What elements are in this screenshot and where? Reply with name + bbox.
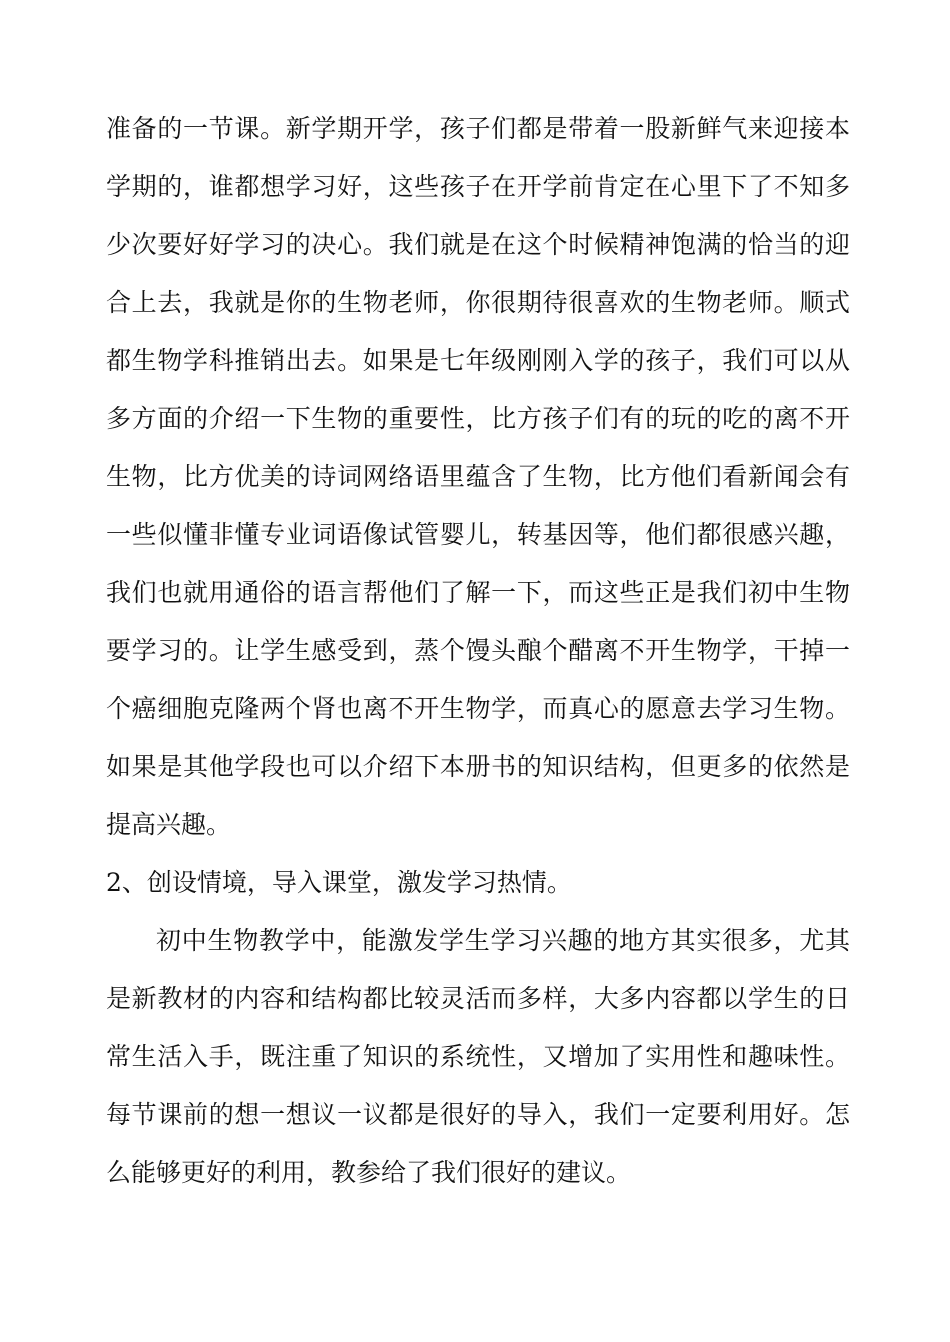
paragraph-2-line: 初中生物教学中，能激发学生学习兴趣的地方其实很多，尤其: [156, 926, 850, 955]
paragraph-1-line: 个癌细胞克隆两个肾也离不开生物学，而真心的愿意去学习生物。: [106, 694, 850, 723]
paragraph-2-line: 是新教材的内容和结构都比较灵活而多样，大多内容都以学生的日: [106, 984, 850, 1013]
paragraph-1-line: 提高兴趣。: [106, 810, 232, 839]
paragraph-2-line: 每节课前的想一想议一议都是很好的导入，我们一定要利用好。怎: [106, 1100, 850, 1129]
document-body: [106, 100, 850, 1202]
paragraph-2-line: 常生活入手，既注重了知识的系统性，又增加了实用性和趣味性。: [106, 1042, 850, 1071]
paragraph-1-line: 生物，比方优美的诗词网络语里蕴含了生物，比方他们看新闻会有: [106, 462, 850, 491]
paragraph-1-line: 我们也就用通俗的语言帮他们了解一下，而这些正是我们初中生物: [106, 578, 850, 607]
paragraph-1-line: 学期的，谁都想学习好，这些孩子在开学前肯定在心里下了不知多: [106, 172, 850, 201]
section-heading: 2、创设情境，导入课堂，激发学习热情。: [106, 868, 572, 897]
paragraph-1-line: 准备的一节课。新学期开学，孩子们都是带着一股新鲜气来迎接本: [106, 114, 850, 143]
paragraph-1-line: 多方面的介绍一下生物的重要性，比方孩子们有的玩的吃的离不开: [106, 404, 850, 433]
paragraph-1-line: 要学习的。让学生感受到，蒸个馒头酿个醋离不开生物学，干掉一: [106, 636, 850, 665]
paragraph-1-line: 如果是其他学段也可以介绍下本册书的知识结构，但更多的依然是: [106, 752, 850, 781]
paragraph-2-line: 么能够更好的利用，教参给了我们很好的建议。: [106, 1158, 632, 1187]
paragraph-1-line: 少次要好好学习的决心。我们就是在这个时候精神饱满的恰当的迎: [106, 230, 850, 259]
paragraph-1-line: 都生物学科推销出去。如果是七年级刚刚入学的孩子，我们可以从: [106, 346, 850, 375]
paragraph-1-line: 一些似懂非懂专业词语像试管婴儿，转基因等，他们都很感兴趣，: [106, 520, 850, 549]
paragraph-1-line: 合上去，我就是你的生物老师，你很期待很喜欢的生物老师。顺式: [106, 288, 850, 317]
